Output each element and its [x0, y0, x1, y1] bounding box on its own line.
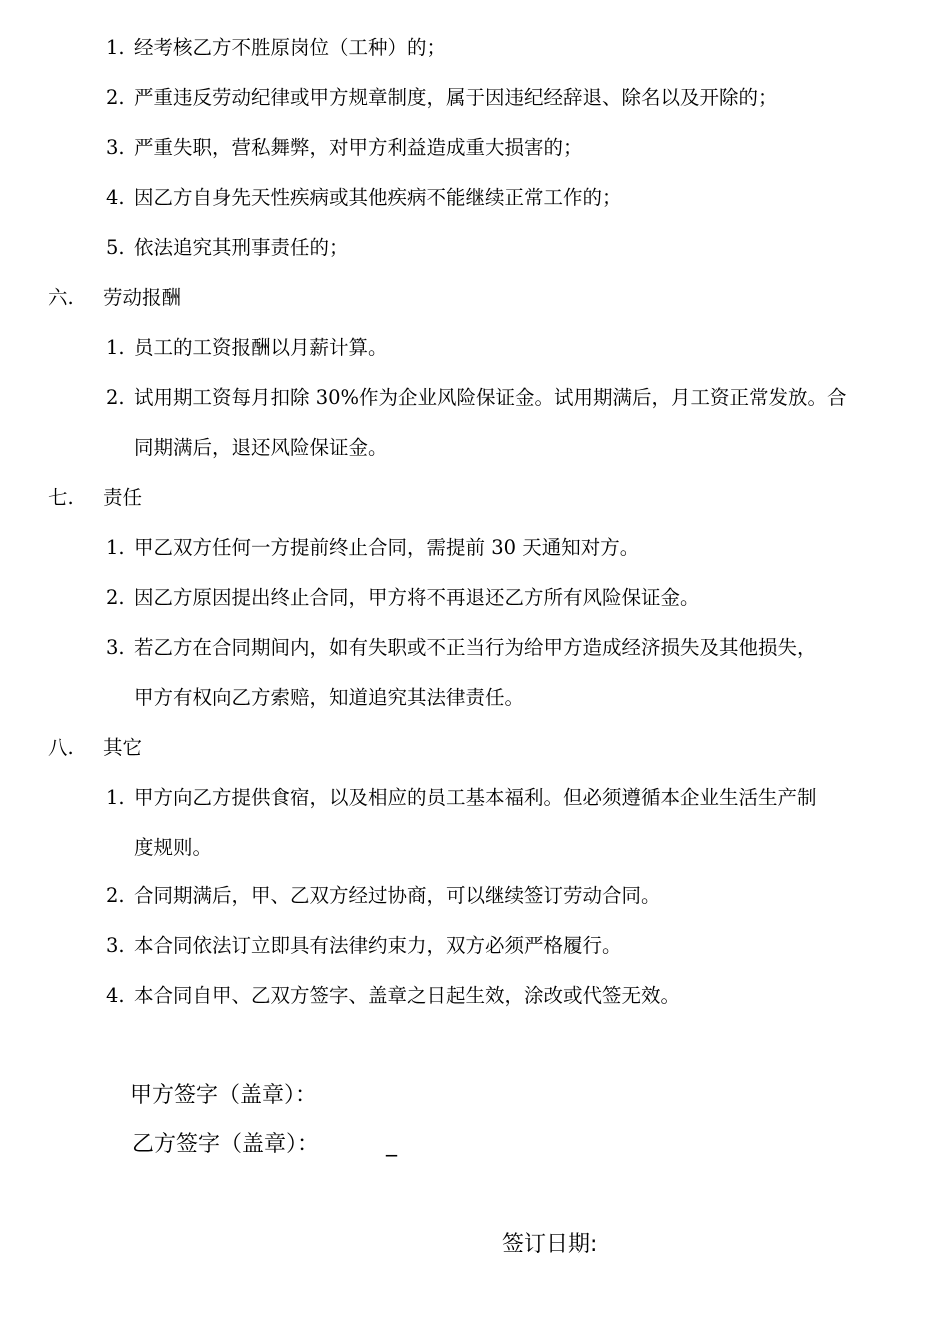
- item-number: 3.: [106, 636, 125, 659]
- signing-date-label: 签订日期:: [502, 1232, 598, 1257]
- section-title: 责任: [103, 486, 143, 509]
- item-number: 1.: [106, 36, 125, 59]
- section-title: 劳动报酬: [103, 286, 182, 309]
- item-text: 经考核乙方不胜原岗位（工种）的；: [134, 36, 447, 59]
- item-text: 员工的工资报酬以月薪计算。: [134, 336, 388, 359]
- section-number: 七.: [48, 486, 74, 509]
- item-text: 试用期工资每月扣除 30%作为企业风险保证金。试用期满后，月工资正常发放。合: [134, 386, 847, 409]
- item-text: 因乙方自身先天性疾病或其他疾病不能继续正常工作的；: [134, 186, 622, 209]
- item-text: 本合同依法订立即具有法律约束力，双方必须严格履行。: [134, 934, 622, 957]
- item-number: 2.: [106, 884, 125, 907]
- item-text: 严重失职，营私舞弊，对甲方利益造成重大损害的；: [134, 136, 583, 159]
- party-b-signature-label: 乙方签字（盖章）：: [132, 1132, 320, 1157]
- item-text: 甲方有权向乙方索赔，知道追究其法律责任。: [134, 686, 525, 709]
- item-number: 2.: [106, 586, 125, 609]
- item-text: 度规则。: [134, 836, 213, 859]
- item-text: 合同期满后，甲、乙双方经过协商，可以继续签订劳动合同。: [134, 884, 661, 907]
- party-a-signature-label: 甲方签字（盖章）：: [130, 1083, 318, 1108]
- item-text: 甲乙双方任何一方提前终止合同，需提前 30 天通知对方。: [134, 536, 640, 559]
- item-text: 若乙方在合同期间内，如有失职或不正当行为给甲方造成经济损失及其他损失，: [134, 636, 817, 659]
- item-text: 同期满后，退还风险保证金。: [134, 436, 388, 459]
- section-number: 八.: [48, 736, 74, 759]
- party-b-signature-value: _: [386, 1132, 397, 1157]
- item-number: 5.: [106, 236, 125, 259]
- item-number: 1.: [106, 336, 125, 359]
- item-number: 3.: [106, 934, 125, 957]
- item-number: 1.: [106, 786, 125, 809]
- item-text: 依法追究其刑事责任的；: [134, 236, 349, 259]
- item-number: 2.: [106, 386, 125, 409]
- item-text: 甲方向乙方提供食宿，以及相应的员工基本福利。但必须遵循本企业生活生产制: [134, 786, 817, 809]
- section-number: 六.: [48, 286, 74, 309]
- item-text: 本合同自甲、乙双方签字、盖章之日起生效，涂改或代签无效。: [134, 984, 681, 1007]
- item-number: 1.: [106, 536, 125, 559]
- item-text: 因乙方原因提出终止合同，甲方将不再退还乙方所有风险保证金。: [134, 586, 700, 609]
- item-number: 3.: [106, 136, 125, 159]
- section-title: 其它: [103, 736, 143, 759]
- item-number: 4.: [106, 186, 125, 209]
- item-number: 2.: [106, 86, 125, 109]
- item-text: 严重违反劳动纪律或甲方规章制度，属于因违纪经辞退、除名以及开除的；: [134, 86, 778, 109]
- item-number: 4.: [106, 984, 125, 1007]
